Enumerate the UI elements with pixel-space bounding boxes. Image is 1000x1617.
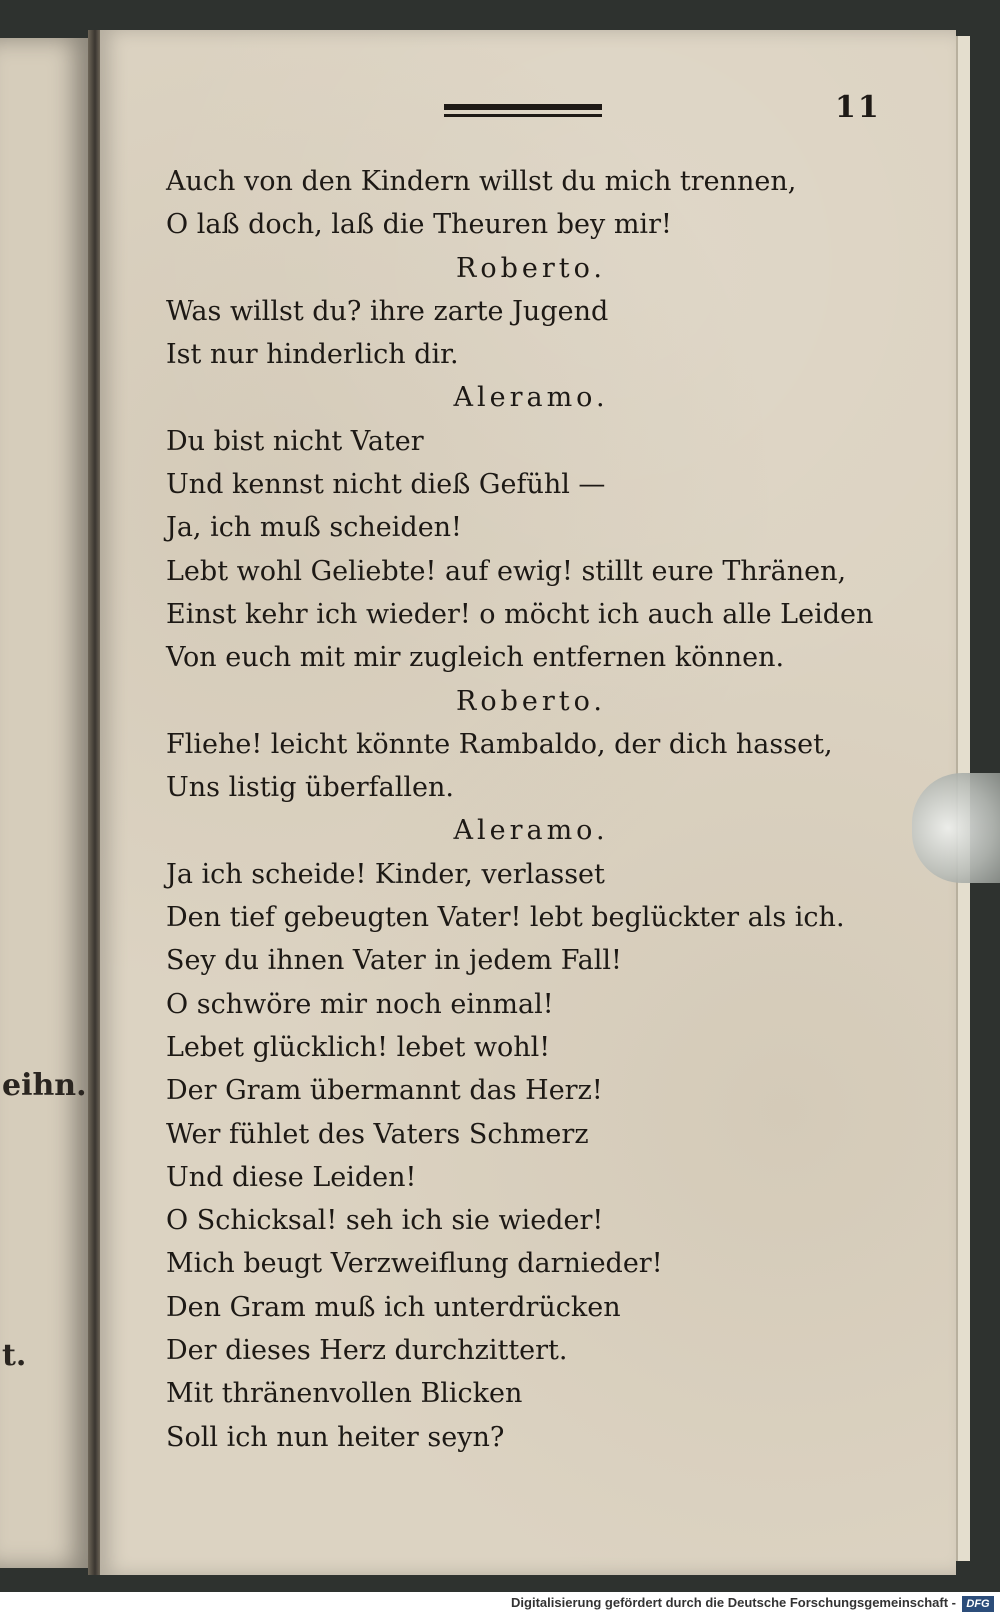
page-number: 11 xyxy=(835,90,881,125)
verse-line: Fliehe! leicht könnte Rambaldo, der dich hasset, xyxy=(166,728,833,760)
verse-line: Was willst du? ihre zarte Jugend xyxy=(166,295,609,327)
funding-notice: Digitalisierung gefördert durch die Deutsche Forschungsgemeinschaft - xyxy=(511,1595,956,1610)
verse-line: O schwöre mir noch einmal! xyxy=(166,988,554,1020)
verse-line: Von euch mit mir zugleich entfernen können. xyxy=(166,642,785,674)
verse-line: Den Gram muß ich unterdrücken xyxy=(166,1291,621,1323)
verse-line: Wer fühlet des Vaters Schmerz xyxy=(166,1118,589,1150)
verse-line: Der Gram übermannt das Herz! xyxy=(166,1075,603,1107)
verse-line: Und kennst nicht dieß Gefühl — xyxy=(166,469,606,501)
speaker-name: Roberto. xyxy=(456,685,606,717)
verse-line: Ja ich scheide! Kinder, verlasset xyxy=(166,858,605,890)
left-page-fragment: eihn. xyxy=(2,1068,87,1103)
verse-line: Mit thränenvollen Blicken xyxy=(166,1378,523,1410)
page-clip xyxy=(912,773,1000,883)
dfg-logo: DFG xyxy=(962,1596,994,1612)
footer-bar xyxy=(0,1592,1000,1617)
book-page xyxy=(100,30,956,1575)
verse-line: Du bist nicht Vater xyxy=(166,425,424,457)
verse-line: Der dieses Herz durchzittert. xyxy=(166,1335,568,1367)
verse-line: Uns listig überfallen. xyxy=(166,772,454,804)
verse-line: Lebet glücklich! lebet wohl! xyxy=(166,1031,551,1063)
header-rule xyxy=(444,114,602,117)
speaker-name: Aleramo. xyxy=(453,382,609,414)
verse-line: Ja, ich muß scheiden! xyxy=(166,512,462,544)
text-block xyxy=(166,160,896,1459)
verse-line: Den tief gebeugten Vater! lebt beglückter als ich. xyxy=(166,902,845,934)
verse-line: Mich beugt Verzweiflung darnieder! xyxy=(166,1248,663,1280)
verse-line: O Schicksal! seh ich sie wieder! xyxy=(166,1205,604,1237)
verse-line: Und diese Leiden! xyxy=(166,1161,417,1193)
speaker-name: Aleramo. xyxy=(453,815,609,847)
verse-line: Einst kehr ich wieder! o möcht ich auch alle Leiden xyxy=(166,598,874,630)
verse-line: Sey du ihnen Vater in jedem Fall! xyxy=(166,945,622,977)
previous-page-edge xyxy=(0,38,92,1568)
verse-line: Auch von den Kindern willst du mich trennen, xyxy=(166,166,797,197)
verse-line: Ist nur hinderlich dir. xyxy=(166,339,459,371)
verse-line: Soll ich nun heiter seyn? xyxy=(166,1421,505,1453)
speaker-name: Roberto. xyxy=(456,252,606,284)
left-page-fragment: t. xyxy=(2,1338,27,1373)
header-rule xyxy=(444,104,602,110)
verse-line: O laß doch, laß die Theuren bey mir! xyxy=(166,209,672,241)
verse-line: Lebt wohl Geliebte! auf ewig! stillt eure Thränen, xyxy=(166,555,847,587)
